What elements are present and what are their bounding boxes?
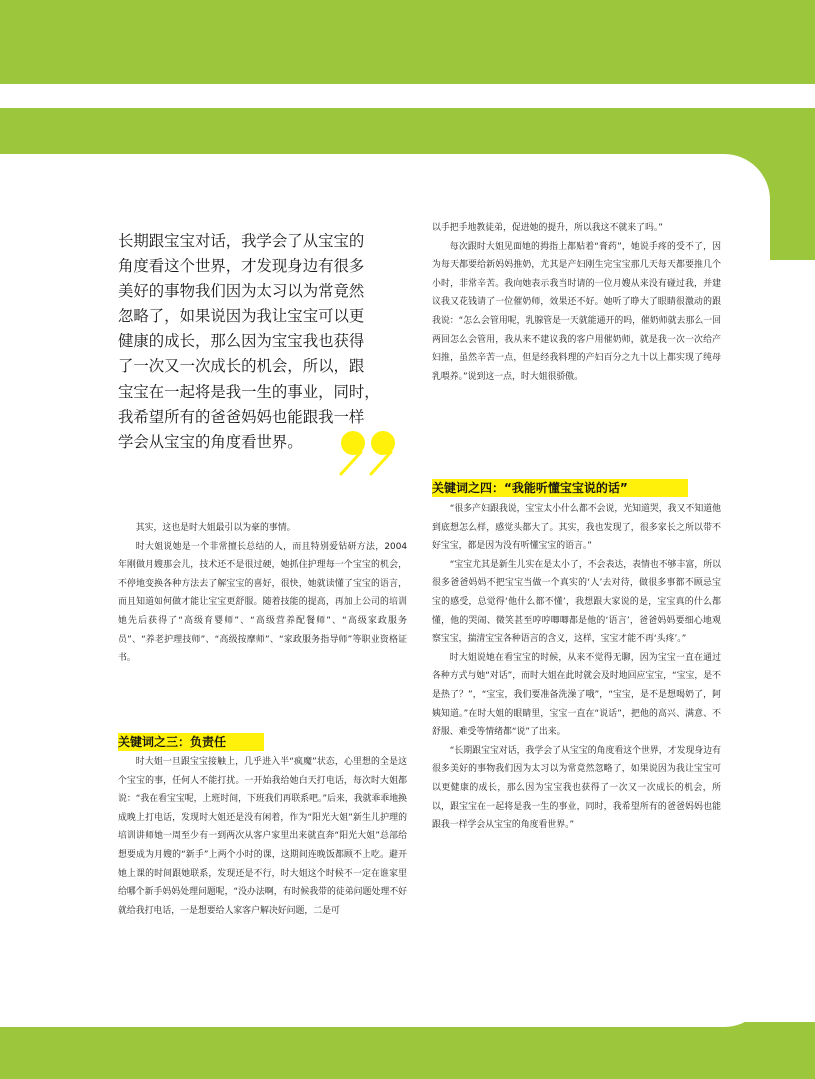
bottom-green-band (0, 1022, 815, 1079)
paragraph: 时大姐一旦跟宝宝接触上，几乎进入半“疯魔”状态，心里想的全是这个宝宝的事，任何人不能打扰。一开始我给她白天打电话，每次时大姐都说：“我在看宝宝呢，上班时间，下班我们再联系吧。”后来，我就乖乖地换成晚上打电话，发现时大姐还是没有闲着，作为“阳光大姐”新生儿护理的培训讲师她一周至少有一到两次从客户家里出来就直奔“阳光大姐”总部给想要成为月嫂的“新手”上两个小时的课，这期间连晚饭都顾不上吃。避开她上课的时间跟她联系，发现还是不行，时大姐这个时候不一定在谁家里给哪个新手妈妈处理问题呢，“没办法啊，有时候我带的徒弟问题处理不好就给我打电话，一是想要给人家客户解决好问题，二是可 (118, 757, 407, 916)
pull-quote-line: 了一次又一次成长的机会，所以，跟 (118, 357, 365, 376)
top-green-band (0, 0, 815, 84)
left-text-column (118, 519, 407, 668)
pull-quote-line: 我希望所有的爸爸妈妈也能跟我一样 (118, 407, 365, 426)
keyword-heading-3: 关键词之三：负责任 (118, 733, 264, 751)
paragraph: “长期跟宝宝对话，我学会了从宝宝的角度看这个世界，才发现身边有很多美好的事物我们因为太习以为常竟然忽略了，如果说因为我让宝宝可以更健康的成长，那么因为宝宝我也获得了一次又一次成长的机会，所以，跟宝宝在一起将是我一生的事业，同时，我希望所有的爸爸妈妈也能跟我一样学会从宝宝的角度看世界。” (432, 745, 721, 831)
closing-quote-icon (339, 430, 401, 478)
pull-quote-line: 忽略了，如果说因为我让宝宝可以更 (118, 307, 365, 326)
paragraph: “宝宝尤其是新生儿实在是太小了，不会表达，表情也不够丰富，所以很多爸爸妈妈不把宝宝当做一个真实的‘人’去对待，做很多事都不顾忌宝宝的感受，总觉得‘他什么都不懂’，我想跟大家说的是，宝宝真的什么都懂，他的哭闹、微笑甚至哼哼唧唧都是他的‘语言’，爸爸妈妈要细心地观察宝宝，揣清宝宝各种语言的含义，这样，宝宝才能不再‘头疼’。” (432, 559, 721, 645)
pull-quote-line: 美好的事物我们因为太习以为常竟然 (118, 282, 365, 301)
right-text-column (432, 219, 721, 386)
keyword-heading-4: 关键词之四：“我能听懂宝宝说的话” (432, 479, 688, 497)
pull-quote (118, 229, 380, 455)
paragraph: 其实，这也是时大姐最引以为豪的事情。 (135, 523, 296, 533)
paragraph: 时大姐说她在看宝宝的时候，从来不觉得无聊，因为宝宝一直在通过各种方式与她“对话”，而时大姐在此时就会及时地回应宝宝，“宝宝，是不是热了？”，“宝宝，我们要准备洗澡了哦”，“宝宝，是不是想喝奶了，阿姨知道。”在时大姐的眼睛里，宝宝一直在“说话”，把他的高兴、满意、不舒服、难受等情绪都“说”了出来。 (432, 652, 721, 738)
pull-quote-line: 长期跟宝宝对话，我学会了从宝宝的 (118, 232, 365, 250)
left-body-column (118, 753, 407, 920)
pull-quote-line: 学会从宝宝的角度看世界。 (118, 432, 303, 451)
paragraph: “很多产妇跟我说，宝宝太小什么都不会说，光知道哭，我又不知道他到底想怎么样，感觉头都大了。其实，我也发现了，很多家长之所以带不好宝宝，都是因为没有听懂宝宝的语言。” (432, 504, 721, 552)
right-body-column (432, 500, 721, 835)
paragraph: 每次跟时大姐见面她的拇指上都贴着“膏药”，她说手疼的受不了，因为每天都要给新妈妈推奶，尤其是产妇刚生完宝宝那几天每天都要推几个小时，非常辛苦。我向她表示我当时请的一位月嫂从来没有碰过我，并建议我又花钱请了一位催奶师，效果还不好。她听了睁大了眼睛很激动的跟我说：“怎么会管用呢，乳腺管是一天就能通开的吗，催奶师就去那么一回两回怎么会管用，我从来不建议我的客户用催奶师，就是我一次一次给产妇推，虽然辛苦一点，但是经我料理的产妇百分之九十以上都实现了纯母乳喂养。”说到这一点，时大姐很骄傲。 (432, 241, 721, 382)
pull-quote-line: 宝宝在一起将是我一生的事业，同时， (118, 382, 380, 401)
paragraph: 以手把手地教徒弟，促进她的提升，所以我这不就来了吗。” (432, 223, 663, 233)
pull-quote-line: 健康的成长，那么因为宝宝我也获得 (118, 332, 365, 351)
paragraph: 时大姐说她是一个非常擅长总结的人，而且特别爱钻研方法，2004 年刚做月嫂那会儿，技术还不是很过硬，她抓住护理每一个宝宝的机会，不停地变换各种方法去了解宝宝的喜好，很快，她就读懂了宝宝的语言，而且知道如何做才能让宝宝更舒服。随着技能的提高，再加上公司的培训她先后获得了“高级育婴师”、“高级营养配餐师”、“高级家政服务员”、“养老护理技师”、“高级按摩师”、“家政服务指导师”等职业资格证书。 (118, 541, 407, 664)
pull-quote-line: 角度看这个世界，才发现身边有很多 (118, 257, 365, 276)
